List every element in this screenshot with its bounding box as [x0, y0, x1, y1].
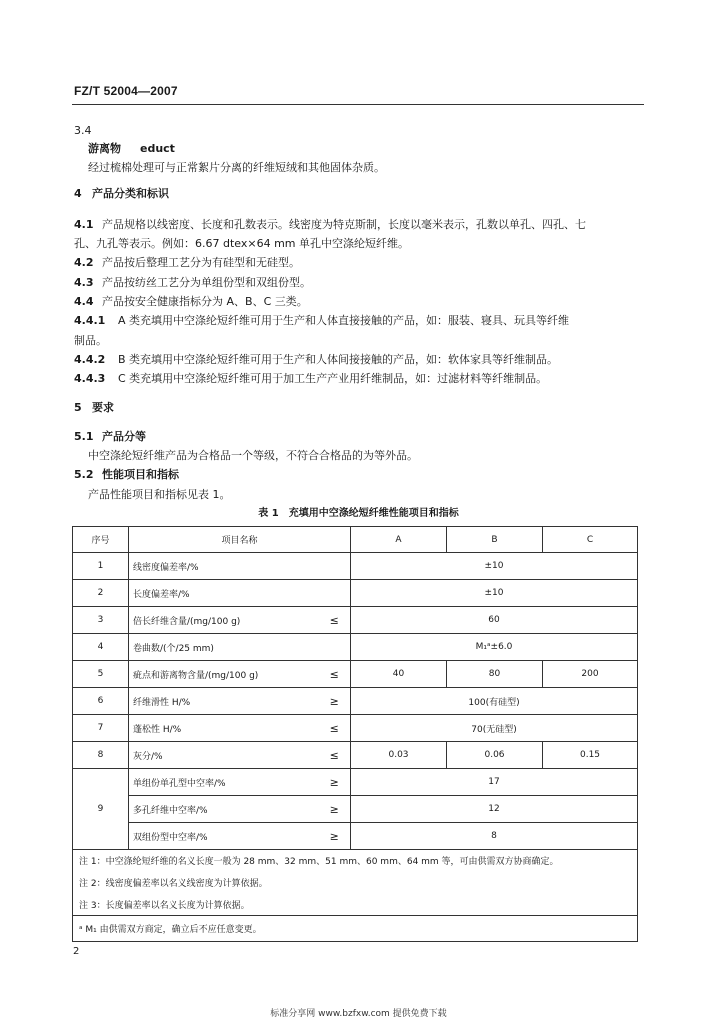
table-note-row — [73, 894, 638, 916]
section-5-heading — [74, 401, 114, 415]
table-header-row — [73, 527, 638, 553]
table-row — [73, 688, 638, 715]
row-name: 疵点和游离物含量/(mg/100 g) — [129, 661, 319, 688]
row-op: ≤ — [319, 742, 351, 769]
table-row — [73, 553, 638, 580]
row-op — [319, 634, 351, 661]
row-no: 5 — [73, 661, 129, 688]
row-no: 9 — [73, 769, 129, 850]
row-name: 线密度偏差率/% — [129, 553, 319, 580]
table-row — [73, 607, 638, 634]
row-value: ±10 — [351, 553, 638, 580]
para-4-4-1-line2: 制品。 — [74, 334, 107, 347]
table-footnote: ᵃ M₁ 由供需双方商定，确立后不应任意变更。 — [73, 916, 638, 942]
table-row — [73, 580, 638, 607]
standard-code: FZ/T 52004—2007 — [74, 84, 178, 98]
section-4-heading — [74, 187, 169, 201]
header-name: 项目名称 — [129, 527, 351, 553]
row-value: 70(无硅型) — [351, 715, 638, 742]
section-5-title: 要求 — [92, 401, 114, 414]
para-4-1-line2: 孔、九孔等表示。例如：6.67 dtex×64 mm 单孔中空涤纶短纤维。 — [74, 237, 410, 250]
para-4-4-text: 产品按安全健康指标分为 A、B、C 三类。 — [102, 295, 308, 308]
para-4-4-2 — [74, 353, 558, 367]
section-3-4-term — [88, 142, 175, 156]
row-value: ±10 — [351, 580, 638, 607]
row-op: ≥ — [319, 688, 351, 715]
row-no: 7 — [73, 715, 129, 742]
table-note: 注 1：中空涤纶短纤维的名义长度一般为 28 mm、32 mm、51 mm、60 mm、64 mm 等，可由供需双方协商确定。 — [73, 850, 638, 872]
row-op: ≤ — [319, 715, 351, 742]
para-4-4-3-number: 4.4.3 — [74, 372, 106, 385]
table-note-row — [73, 872, 638, 894]
row-name: 倍长纤维含量/(mg/100 g) — [129, 607, 319, 634]
section-3-4-number: 3.4 — [74, 124, 92, 137]
row-op: ≤ — [319, 607, 351, 634]
section-4-title: 产品分类和标识 — [92, 187, 169, 200]
para-5-2-heading — [74, 468, 179, 482]
header-c: C — [543, 527, 638, 553]
para-4-4-1-number: 4.4.1 — [74, 314, 106, 327]
row-op: ≥ — [319, 796, 351, 823]
para-4-3-number: 4.3 — [74, 276, 94, 289]
row-value: 100(有硅型) — [351, 688, 638, 715]
para-4-4 — [74, 295, 308, 309]
table-row — [73, 742, 638, 769]
table-note-row — [73, 850, 638, 872]
table-row — [73, 823, 638, 850]
para-4-3-text: 产品按纺丝工艺分为单组份型和双组份型。 — [102, 276, 311, 289]
section-5-number: 5 — [74, 401, 82, 414]
row-value: M₁ᵃ±6.0 — [351, 634, 638, 661]
term-en: educt — [140, 142, 175, 155]
term-zh: 游离物 — [88, 142, 121, 155]
row-name: 纤维滑性 H/% — [129, 688, 319, 715]
para-5-1-text: 中空涤纶短纤维产品为合格品一个等级，不符合合格品的为等外品。 — [88, 449, 418, 462]
header-rule — [72, 104, 644, 105]
performance-table — [72, 526, 638, 942]
table-note: 注 2：线密度偏差率以名义线密度为计算依据。 — [73, 872, 638, 894]
para-5-2-number: 5.2 — [74, 468, 94, 481]
para-4-4-2-number: 4.4.2 — [74, 353, 106, 366]
row-value: 12 — [351, 796, 638, 823]
para-4-4-1-text: A 类充填用中空涤纶短纤维可用于生产和人体直接接触的产品，如：服装、寝具、玩具等纤维 — [118, 314, 570, 327]
para-4-2-text: 产品按后整理工艺分为有硅型和无硅型。 — [102, 256, 300, 269]
para-4-2 — [74, 256, 300, 270]
para-4-1-text: 产品规格以线密度、长度和孔数表示。线密度为特克斯制，长度以毫米表示，孔数以单孔、四孔、七 — [102, 218, 586, 231]
row-value-b: 0.06 — [447, 742, 543, 769]
section-4-number: 4 — [74, 187, 82, 200]
row-op: ≥ — [319, 823, 351, 850]
para-5-2-text: 产品性能项目和指标见表 1。 — [88, 488, 231, 501]
para-5-1-title: 产品分等 — [102, 430, 146, 443]
row-no: 6 — [73, 688, 129, 715]
header-b: B — [447, 527, 543, 553]
section-3-4-definition: 经过梳棉处理可与正常絮片分离的纤维短绒和其他固体杂质。 — [88, 161, 385, 174]
row-name: 蓬松性 H/% — [129, 715, 319, 742]
table-note: 注 3：长度偏差率以名义长度为计算依据。 — [73, 894, 638, 916]
page-number: 2 — [73, 946, 80, 957]
para-4-4-1-line1 — [74, 314, 569, 328]
row-value-c: 0.15 — [543, 742, 638, 769]
para-4-1-number: 4.1 — [74, 218, 94, 231]
row-no: 2 — [73, 580, 129, 607]
row-name: 多孔纤维中空率/% — [129, 796, 319, 823]
table-row — [73, 769, 638, 796]
table-row — [73, 634, 638, 661]
row-no: 4 — [73, 634, 129, 661]
para-4-3 — [74, 276, 311, 290]
row-no: 1 — [73, 553, 129, 580]
row-name: 双组份型中空率/% — [129, 823, 319, 850]
row-op: ≥ — [319, 769, 351, 796]
table-row — [73, 715, 638, 742]
table-row — [73, 796, 638, 823]
header-no: 序号 — [73, 527, 129, 553]
row-no: 8 — [73, 742, 129, 769]
table-footnote-row — [73, 916, 638, 942]
row-value: 60 — [351, 607, 638, 634]
row-value-a: 0.03 — [351, 742, 447, 769]
row-value-c: 200 — [543, 661, 638, 688]
table-row — [73, 661, 638, 688]
row-value: 17 — [351, 769, 638, 796]
row-name: 长度偏差率/% — [129, 580, 319, 607]
para-5-1-heading — [74, 430, 146, 444]
row-value-a: 40 — [351, 661, 447, 688]
para-4-2-number: 4.2 — [74, 256, 94, 269]
row-name: 卷曲数/(个/25 mm) — [129, 634, 319, 661]
para-5-2-title: 性能项目和指标 — [102, 468, 179, 481]
row-name: 单组份单孔型中空率/% — [129, 769, 319, 796]
row-no: 3 — [73, 607, 129, 634]
para-4-4-3 — [74, 372, 547, 386]
row-value-b: 80 — [447, 661, 543, 688]
para-4-4-3-text: C 类充填用中空涤纶短纤维可用于加工生产产业用纤维制品，如：过滤材料等纤维制品。 — [118, 372, 548, 385]
para-4-4-number: 4.4 — [74, 295, 94, 308]
row-op — [319, 580, 351, 607]
watermark-text: 标准分享网 www.bzfxw.com 提供免费下载 — [270, 1009, 447, 1019]
row-op — [319, 553, 351, 580]
header-a: A — [351, 527, 447, 553]
row-value: 8 — [351, 823, 638, 850]
para-5-1-number: 5.1 — [74, 430, 94, 443]
para-4-1-line1 — [74, 218, 586, 232]
row-op: ≤ — [319, 661, 351, 688]
table-caption: 表 1 充填用中空涤纶短纤维性能项目和指标 — [258, 508, 459, 519]
para-4-4-2-text: B 类充填用中空涤纶短纤维可用于生产和人体间接接触的产品，如：软体家具等纤维制品。 — [118, 353, 559, 366]
row-name: 灰分/% — [129, 742, 319, 769]
